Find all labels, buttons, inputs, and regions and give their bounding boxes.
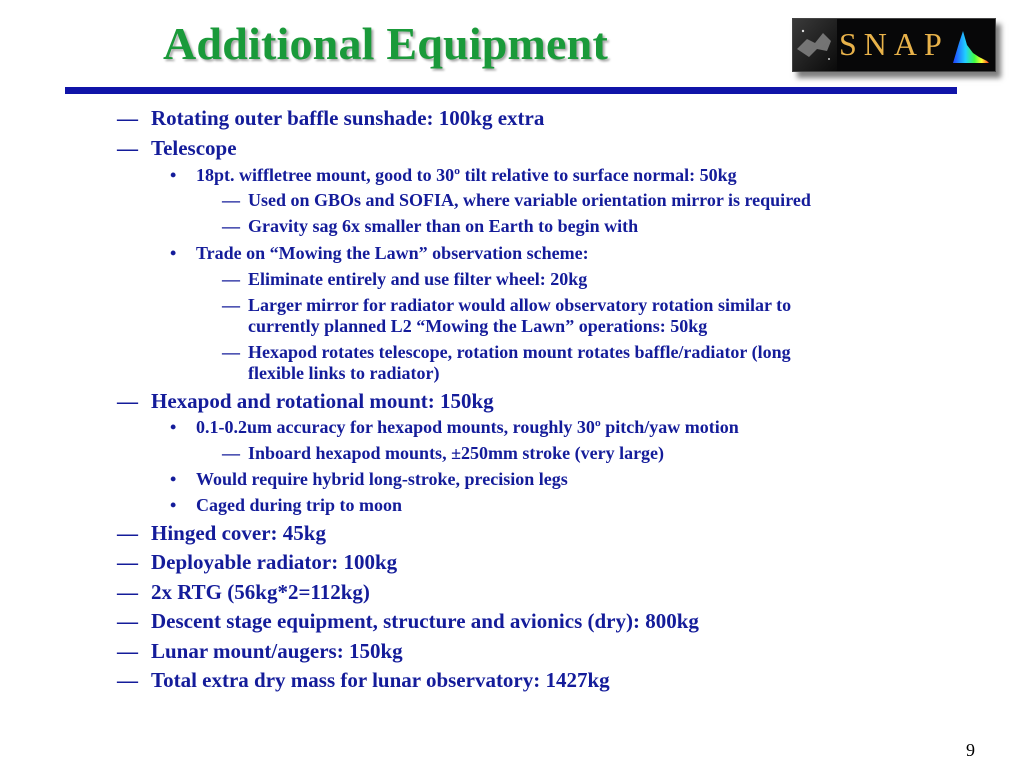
dash-marker: — [222, 269, 240, 289]
list-item-text: Rotating outer baffle sunshade: 100kg extra [151, 106, 545, 130]
list-item-text: Gravity sag 6x smaller than on Earth to begin with [248, 216, 639, 236]
list-item [170, 416, 739, 438]
list-item [222, 294, 791, 316]
list-item [170, 494, 402, 516]
list-item-text: Would require hybrid long-stroke, precision legs [196, 469, 568, 489]
slide-title: Additional Equipment [163, 18, 608, 69]
bullet-marker: • [170, 469, 177, 489]
list-item [170, 468, 568, 490]
list-item-text: Larger mirror for radiator would allow observatory rotation similar to [248, 295, 792, 315]
dash-marker: — [222, 295, 240, 315]
list-item-text: Lunar mount/augers: 150kg [151, 639, 403, 663]
dash-marker: — [222, 190, 240, 210]
dash-marker: — [117, 136, 138, 160]
list-item-text: Eliminate entirely and use filter wheel: 20kg [248, 269, 588, 289]
list-item [117, 388, 494, 414]
list-item-continuation: currently planned L2 “Mowing the Lawn” operations: 50kg [248, 316, 708, 336]
dash-marker: — [117, 639, 138, 663]
list-item [170, 164, 737, 186]
list-item-text: Inboard hexapod mounts, ±250mm stroke (very large) [248, 443, 665, 463]
dash-marker: — [222, 443, 240, 463]
page-number: 9 [966, 740, 975, 760]
list-item-text: Trade on “Mowing the Lawn” observation scheme: [196, 243, 589, 263]
dash-marker: — [117, 580, 138, 604]
list-item [222, 442, 664, 464]
list-item-text: Telescope [151, 136, 237, 160]
list-item-text: Total extra dry mass for lunar observatory: 1427kg [151, 668, 610, 692]
dash-marker: — [222, 216, 240, 236]
list-item [117, 579, 370, 605]
list-item [222, 341, 791, 363]
list-item [117, 667, 610, 693]
list-item-text: 2x RTG (56kg*2=112kg) [151, 580, 370, 604]
list-item-text: 0.1-0.2um accuracy for hexapod mounts, roughly 30º pitch/yaw motion [196, 417, 739, 437]
list-item-text: Hexapod rotates telescope, rotation mount rotates baffle/radiator (long [248, 342, 791, 362]
bullet-marker: • [170, 165, 177, 185]
dash-marker: — [222, 342, 240, 362]
dash-marker: — [117, 550, 138, 574]
dash-marker: — [117, 668, 138, 692]
list-item-text: 18pt. wiffletree mount, good to 30º tilt relative to surface normal: 50kg [196, 165, 737, 185]
list-item-text: Descent stage equipment, structure and avionics (dry): 800kg [151, 609, 699, 633]
list-item [222, 189, 811, 211]
logo-text: SNAP [839, 26, 949, 62]
list-item [117, 520, 326, 546]
list-item-text: Hexapod and rotational mount: 150kg [151, 389, 494, 413]
list-item [117, 105, 544, 131]
list-item [170, 242, 589, 264]
dash-marker: — [117, 609, 138, 633]
dash-marker: — [117, 389, 138, 413]
list-item-text: Used on GBOs and SOFIA, where variable orientation mirror is required [248, 190, 811, 210]
list-item [117, 638, 403, 664]
list-item [222, 268, 587, 290]
dash-marker: — [117, 521, 138, 545]
list-item [117, 549, 397, 575]
list-item-text: Hinged cover: 45kg [151, 521, 326, 545]
bullet-marker: • [170, 417, 177, 437]
dash-marker: — [117, 106, 138, 130]
list-item-text: Caged during trip to moon [196, 495, 403, 515]
list-item-text: Deployable radiator: 100kg [151, 550, 398, 574]
bullet-marker: • [170, 243, 177, 263]
list-item [222, 215, 638, 237]
list-item-continuation: flexible links to radiator) [248, 363, 440, 383]
list-item [117, 135, 237, 161]
bullet-marker: • [170, 495, 177, 515]
list-item [117, 608, 699, 634]
